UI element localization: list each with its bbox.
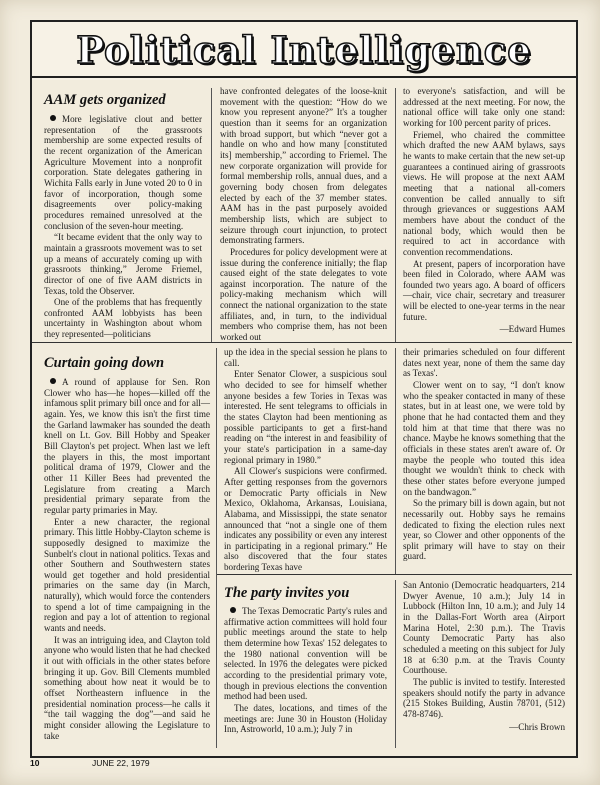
paragraph: All Clower's suspicions were confirmed. After getting responses from the governors or Democratic Party officials in New Mexico, Oklahoma, Arkansas, Louisiana, Alabama, and Mississippi, the state senator announced that “not a single one of them indicates any possibility or even any interest in participating in a regional primary.” He also discovered that the four states bordering Texas have (224, 466, 387, 573)
headline-curtain: Curtain going down (44, 355, 165, 371)
curtain-column-1 (44, 377, 210, 741)
headline-aam: AAM gets organized (44, 92, 166, 108)
aam-column-1 (44, 114, 202, 340)
paragraph: San Antonio (Democratic headquarters, 214 Dwyer Avenue, 10 a.m.); July 14 in Lubbock (Hilton Inn, 10 a.m.); and July 14 in the Dallas-Fort Worth area (Airport Marina Hotel, 2:30 p.m.). The Travis County Democratic Party has also scheduled a meeting on this subject for July 18 at 6:30 p.m. at the Travis County Courthouse. (403, 580, 565, 676)
headline-party: The party invites you (224, 585, 350, 601)
paragraph: More legislative clout and better representation of the grassroots membership are some expected results of the recent organization of the American Agriculture Movement into a nonprofit corporation. State delegates gathering in Wichita Falls early in June voted 20 to 0 in favor of incorporation, though some disagreements over policy-making procedures remained unresolved at the conclusion of the seven-hour meeting. (44, 114, 202, 231)
paragraph: Enter Senator Clower, a suspicious soul who decided to see for himself whether anyone besides a few Tories in Texas was interested. He sent telegrams to officials in the states Clayton had been mentioning as possible participants to get a first-hand reading on “the interest in and feasibility of your state's participation in a same-day regional primary in 1980.” (224, 369, 387, 465)
issue-date: JUNE 22, 1979 (92, 758, 150, 768)
paragraph: The dates, locations, and times of the meetings are: June 30 in Houston (Holiday Inn, Astroworld, 10 a.m.); July 7 in (224, 702, 387, 735)
column-rule (395, 580, 396, 748)
paragraph: have confronted delegates of the loose-knit movement with the question: “How do we know you represent anyone?” It's a tougher question than it seems for an organization with broad support, but which “never got a handle on who and how many [constituted its] membership,” according to Friemel. The new corporate organization will provide for formal membership rolls, annual dues, and a governing body chosen from delegates elected by each of the 37 member states. AAM has in the past purposely avoided membership lists, which are subject to seizure through court injunction, to protect demonstrating farmers. (220, 86, 387, 246)
column-rule (216, 348, 217, 748)
aam-column-2 (220, 86, 387, 343)
paragraph: Friemel, who chaired the committee which drafted the new AAM bylaws, says he wants to make certain that the new set-up guarantees a continued airing of grassroots views. He will propose at the next AAM meeting that a national all-comers convention be called annually to sift through grievances or suggestions AAM members have about the conduct of the national body, which would then be required to act in accordance with convention recommendations. (403, 129, 565, 257)
column-rule (211, 88, 212, 342)
paragraph: Clower went on to say, “I don't know who the speaker contacted in many of these states, but in at least one, we were told by phone that he had contacted them and they told him at that time that there was no chance. Maybe he knows something that the officials in these states aren't aware of. Or maybe the people who touted this idea thought we wouldn't think to check with these other states before everyone jumped on the bandwagon.” (403, 379, 565, 497)
article-divider (217, 574, 572, 575)
article-divider (32, 342, 572, 343)
paragraph: The public is invited to testify. Interested speakers should notify the party in advance (215 Stokes Building, Austin 78701, (512) 478-8746). (403, 676, 565, 719)
paragraph: to everyone's satisfaction, and will be addressed at the next meeting. For now, the national office will take only one stand: working for 100 percent parity of prices. (403, 86, 565, 128)
paragraph: Procedures for policy development were at issue during the conference initially; the flap caused eight of the state delegates to vote against incorporation. The nature of the policy-making mechanism which will connect the national organization to the state affiliates, and, in turn, to the individual members who comprise them, has not been worked out (220, 246, 387, 343)
party-column-2 (403, 580, 565, 732)
curtain-column-3 (403, 347, 565, 562)
paragraph: So the primary bill is down again, but not necessarily out. Hobby says he remains dedicated to fixing the election rules next year, so Clower and other opponents of the split primary will have to stay on their guard. (403, 498, 565, 562)
bullet-dot (50, 378, 56, 384)
bullet-dot (50, 115, 56, 121)
paragraph: A round of applause for Sen. Ron Clower who has—he hopes—killed off the infamous split primary bill once and for all—again. Yes, we know this isn't the first time the Garland lawmaker has sounded the death knell on Lt. Gov. Bill Hobby and Speaker Bill Clayton's pet project. When last we left the players in this, the most important political drama of 1979, Clower and the other 11 Killer Bees had prevented the Legislature from creating a March presidential primary separate from the regular party primaries in May. (44, 377, 210, 515)
masthead (30, 20, 578, 80)
curtain-column-2 (224, 347, 387, 573)
paragraph: their primaries scheduled on four different dates next year, none of them the same day as Texas'. (403, 347, 565, 379)
paragraph: “It became evident that the only way to maintain a grassroots movement was to set up a means of accurately coming up with grassroots thinking,” Jerome Friemel, director of one of five AAM districts in Texas, told the Observer. (44, 232, 202, 296)
paragraph: At present, papers of incorporation have been filed in Colorado, where AAM was founded two years ago. A board of officers—chair, vice chair, secretary and treasurer will be elected to one-year terms in the near future. (403, 258, 565, 322)
paragraph: It was an intriguing idea, and Clayton told anyone who would listen that he had checked it out with officials in the other states before bringing it up. Gov. Bill Clements mumbled something about how neat it would be to offset Northeastern influence in the presidential nomination process—he calls it “the tail wagging the dog”—and said he might consider allowing the Legislature to take (44, 634, 210, 741)
page-number: 10 (30, 758, 40, 768)
byline: —Chris Brown (509, 721, 565, 732)
section-title: Political Intelligence (76, 28, 532, 72)
paragraph: The Texas Democratic Party's rules and affirmative action committees will hold four public meetings around the state to help them determine how Texas' 152 delegates to the 1980 national convention will be selected. In 1976 the delegates were picked according to the presidential primary vote, though in previous elections the convention method had been used. (224, 606, 387, 702)
paragraph: One of the problems that has frequently confronted AAM lobbyists has been uncertainty in Washington about whom they represented—politicians (44, 297, 202, 340)
bullet-dot (230, 607, 236, 613)
paragraph: Enter a new character, the regional primary. This little Hobby-Clayton scheme is supposedly designed to maximize the Sunbelt's clout in national politics. Texas and other Southern and Southwestern states would get together and hold presidential primaries on the same day (in March, naturally), which would force the contenders to spend a lot of time campaigning in the region and pay a lot of attention to regional wants and needs. (44, 516, 210, 634)
paragraph: up the idea in the special session he plans to call. (224, 347, 387, 368)
byline: —Edward Humes (499, 324, 565, 335)
aam-column-3 (403, 86, 565, 335)
party-column-1 (224, 606, 387, 735)
column-rule (395, 348, 396, 574)
column-rule (395, 88, 396, 342)
